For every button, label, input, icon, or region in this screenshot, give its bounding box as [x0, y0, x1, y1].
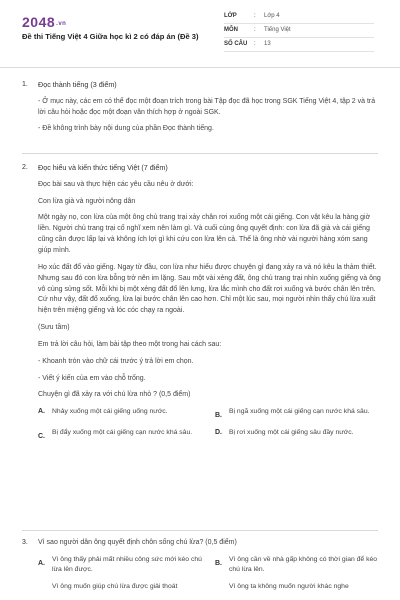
choice-text: Vì ông thấy phải mất nhiều công sức mới kéo chú lừa lên được.	[52, 555, 202, 574]
choice-letter: D.	[215, 428, 222, 436]
meta-value: Tiếng Việt	[264, 27, 291, 33]
section-number: 1.	[22, 81, 28, 88]
choice-c[interactable]	[38, 428, 205, 443]
logo-text: 2048	[22, 14, 56, 30]
meta-label: MÔN	[224, 27, 238, 33]
choice-d[interactable]	[215, 582, 382, 593]
choice-text: Nhảy xuống một cái giếng uống nước.	[52, 408, 168, 416]
site-logo[interactable]	[22, 12, 66, 33]
section-number: 2.	[22, 164, 28, 171]
paragraph: Một ngày nọ, con lừa của một ông chủ trang trại xảy chân rơi xuống một cái giếng. Con vật kêu la hàng giờ liền. Người chủ trang trại cố nghĩ xem nên làm gì. Và cuối cùng ông quyết định: con lừa đã già và cái giếng cũng cần được lấp lại và không ích lợi gì khi cứu con lừa lên cả. Thế là ông nhờ vài người hàng xóm sang giúp mình.	[38, 214, 371, 255]
meta-row-subject	[224, 24, 374, 38]
answer-choices	[38, 555, 382, 593]
choice-letter: A.	[38, 408, 45, 416]
choice-text: Vì ông cần về nhà gấp không có thời gian để kéo chú lừa lên.	[229, 555, 378, 574]
meta-label: SỐ CÂU	[224, 41, 248, 47]
section-3	[22, 538, 382, 592]
paragraph: - Ở mục này, các em có thể đọc một đoạn trích trong bài Tập đọc đã học trong SGK Tiếng Việt 4, tập 2 và trả lời câu hỏi hoặc đọc một đoạn văn thích hợp ở ngoài SGK.	[38, 97, 376, 116]
choice-letter: B.	[215, 412, 222, 420]
document-title: Đề thi Tiếng Việt 4 Giữa học kì 2 có đáp án (Đề 3)	[22, 32, 199, 41]
paragraph: Đọc bài sau và thực hiện các yêu cầu nêu ở dưới:	[38, 180, 194, 188]
section-2	[22, 163, 382, 442]
section-title: Đọc hiểu và kiến thức tiếng Việt (7 điểm)	[38, 163, 168, 172]
meta-value: 13	[264, 41, 271, 47]
document-header	[0, 0, 400, 68]
choice-letter: A.	[38, 559, 45, 567]
document-meta	[224, 10, 374, 52]
choice-text: Bị ngã xuống một cái giếng cạn nước khá sâu.	[229, 408, 370, 416]
choice-letter: B.	[215, 559, 222, 567]
meta-separator: :	[254, 41, 256, 47]
meta-separator: :	[254, 13, 256, 19]
choice-text: Bị đẩy xuống một cái giếng cạn nước khá sâu.	[52, 428, 193, 436]
choice-letter: C.	[38, 432, 45, 440]
meta-separator: :	[254, 27, 256, 33]
question-text: Chuyện gì đã xảy ra với chú lừa nhỏ ? (0,5 điểm)	[38, 391, 191, 399]
meta-row-class	[224, 10, 374, 24]
source-note: (Sưu tầm)	[38, 324, 70, 332]
paragraph: - Khoanh tròn vào chữ cái trước ý trả lời em chọn.	[38, 357, 194, 365]
choice-a[interactable]	[38, 555, 205, 576]
divider	[22, 153, 378, 154]
choice-d[interactable]	[215, 428, 382, 443]
choice-a[interactable]	[38, 407, 205, 422]
choice-b[interactable]	[215, 555, 382, 576]
paragraph: - Đề không trình bày nội dung của phần Đọc thành tiếng.	[38, 125, 214, 133]
section-number: 3.	[22, 539, 28, 546]
choice-c[interactable]	[38, 582, 205, 593]
choice-letter	[215, 582, 229, 586]
meta-value: Lớp 4	[264, 13, 280, 19]
answer-choices	[38, 407, 382, 442]
paragraph: - Viết ý kiến của em vào chỗ trống.	[38, 374, 146, 382]
choice-text: Vì ông muốn giúp chú lừa được giải thoát	[52, 582, 178, 590]
meta-label: LỚP	[224, 13, 237, 19]
choice-text: Vì ông ta không muốn người khác nghe	[229, 582, 349, 590]
logo-suffix: .vn	[56, 21, 67, 27]
paragraph: Họ xúc đất đổ vào giếng. Ngay từ đầu, con lừa như hiểu được chuyện gì đang xảy ra và nó kêu la thảm thiết. Nhưng sau đó con lừa bỗng trở nên im lặng. Sau một vài xẻng đất, ông chủ trang trại nhìn xuống giếng và ông vô cùng sửng sốt. Mỗi khi bị một xẻng đất đổ lên lưng, lừa lắc mình cho đất rơi xuống và bước chân lên trên. Cứ như vậy, đất đổ xuống, lừa lại bước chân lên cao hơn. Chỉ một lúc sau, mọi người nhìn thấy chú lừa xuất hiện trên miệng giếng và lóc cóc chạy ra ngoài.	[38, 263, 381, 315]
choice-letter	[38, 582, 52, 586]
section-title: Đọc thành tiếng (3 điểm)	[38, 80, 117, 89]
divider	[22, 530, 378, 531]
section-1	[22, 80, 382, 141]
story-title: Con lừa già và người nông dân	[38, 197, 136, 205]
question-text: Vì sao người dân ông quyết định chôn sống chú lừa? (0,5 điểm)	[38, 539, 237, 546]
meta-row-count	[224, 38, 374, 52]
paragraph: Em trả lời câu hỏi, làm bài tập theo một trong hai cách sau:	[38, 340, 222, 348]
choice-b[interactable]	[215, 407, 382, 422]
choice-text: Bị rơi xuống một cái giếng sâu đầy nước.	[229, 428, 354, 436]
